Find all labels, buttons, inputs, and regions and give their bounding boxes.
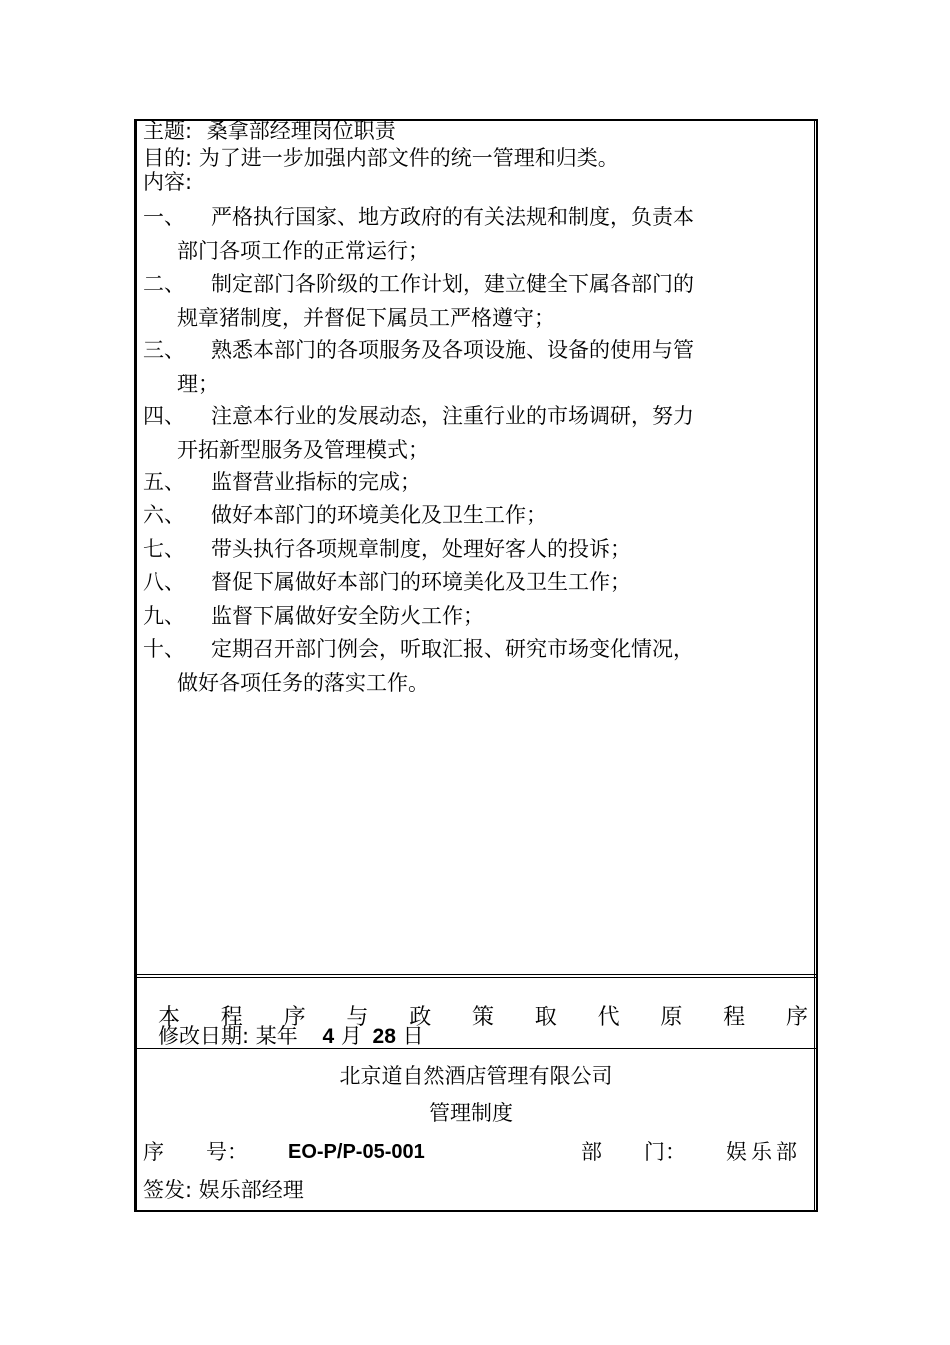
replace-char: 程 [220, 1005, 243, 1030]
purpose-value: 为了进一步加强内部文件的统一管理和归类。 [198, 146, 619, 170]
replace-char: 程 [723, 1005, 746, 1030]
item-text: 定期召开部门例会，听取汇报、研究市场变化情况， [211, 637, 694, 661]
item-number: 四、 [143, 404, 185, 428]
company-name: 北京道自然酒店管理有限公司 [339, 1064, 613, 1088]
item-text: 监督营业指标的完成； [211, 470, 421, 494]
subject-label: 主题: [143, 119, 193, 143]
item-text: 严格执行国家、地方政府的有关法规和制度，负责本 [211, 205, 694, 229]
serial-label: 序 号： [143, 1140, 248, 1164]
issuer-line [143, 1178, 304, 1202]
issuer-label: 签发: [143, 1178, 193, 1202]
item-text-continued: 规章猪制度，并督促下属员工严格遵守； [177, 306, 555, 330]
item-text: 制定部门各阶级的工作计划，建立健全下属各部门的 [211, 272, 694, 296]
issuer-value: 娱乐部经理 [198, 1178, 304, 1202]
divider-2 [134, 977, 818, 978]
revision-year: 某年 [255, 1024, 298, 1048]
revision-day-unit: 日 [402, 1024, 424, 1048]
item-number: 五、 [143, 470, 185, 494]
item-text: 督促下属做好本部门的环境美化及卫生工作； [211, 570, 631, 594]
item-number: 九、 [143, 604, 185, 628]
purpose-label: 目的: [143, 146, 193, 170]
item-number: 一、 [143, 205, 185, 229]
item-text-continued: 部门各项工作的正常运行； [177, 239, 429, 263]
replace-char: 政 [409, 1005, 432, 1030]
item-number: 三、 [143, 338, 185, 362]
item-text-continued: 理； [177, 372, 219, 396]
frame-inner-right-rule [814, 121, 815, 1210]
frame-inner-left-rule [136, 121, 137, 1210]
replace-char: 原 [660, 1005, 683, 1030]
department-label: 部 门： [581, 1140, 686, 1164]
department-value: 娱乐部 [726, 1140, 801, 1164]
revision-month-number: 4 [322, 1025, 335, 1048]
revision-label: 修改日期: [158, 1024, 250, 1048]
replace-char: 本 [158, 1005, 181, 1030]
serial-value: EO-P/P-05-001 [288, 1141, 425, 1163]
item-number: 八、 [143, 570, 185, 594]
item-text-continued: 开拓新型服务及管理模式； [177, 438, 429, 462]
item-text: 注意本行业的发展动态，注重行业的市场调研，努力 [211, 404, 694, 428]
item-text: 熟悉本部门的各项服务及各项设施、设备的使用与管 [211, 338, 694, 362]
replace-char: 与 [346, 1005, 369, 1030]
item-number: 十、 [143, 637, 185, 661]
item-text: 做好本部门的环境美化及卫生工作； [211, 503, 547, 527]
replace-char: 取 [534, 1005, 557, 1030]
item-number: 六、 [143, 503, 185, 527]
item-text-continued: 做好各项任务的落实工作。 [177, 671, 429, 695]
replace-char: 策 [471, 1005, 494, 1030]
replace-char: 序 [283, 1005, 306, 1030]
subject-value: 桑拿部经理岗位职责 [206, 119, 396, 143]
purpose-line [143, 146, 619, 170]
divider-1 [134, 974, 818, 975]
revision-day-number: 28 [372, 1025, 396, 1048]
document-type: 管理制度 [429, 1101, 513, 1125]
subject-line [143, 119, 396, 143]
item-number: 七、 [143, 537, 185, 561]
revision-month-unit: 月 [340, 1024, 362, 1048]
replace-char: 代 [597, 1005, 620, 1030]
content-label: 内容: [143, 170, 193, 194]
replace-char: 序 [785, 1005, 808, 1030]
item-text: 监督下属做好安全防火工作； [211, 604, 484, 628]
item-text: 带头执行各项规章制度，处理好客人的投诉； [211, 537, 631, 561]
revision-date-line [158, 1024, 424, 1049]
item-number: 二、 [143, 272, 185, 296]
